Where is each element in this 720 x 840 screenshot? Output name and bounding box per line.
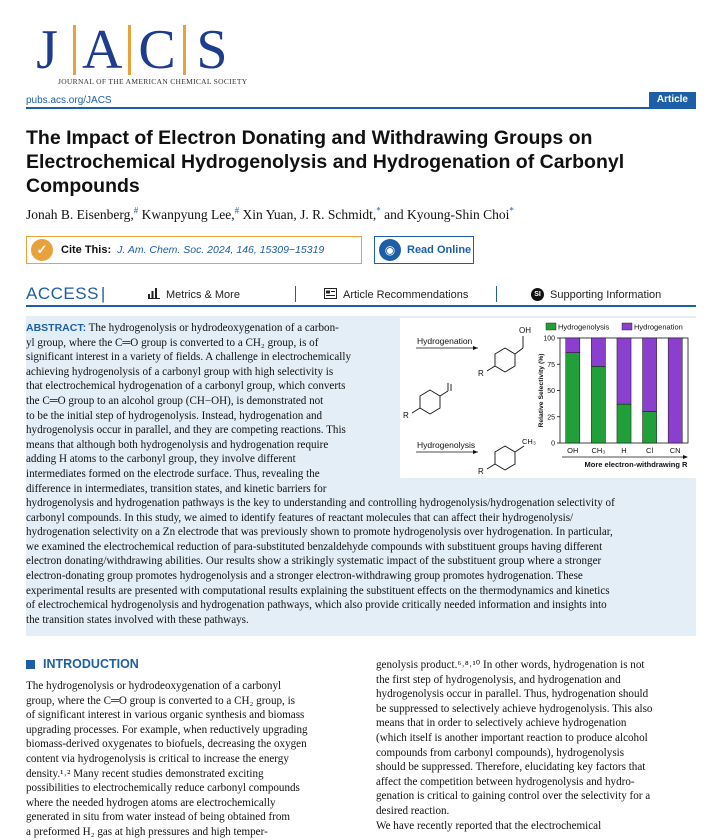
x-tick-label: CN [669, 446, 681, 455]
author[interactable]: Xin Yuan, J. R. Schmidt,* [242, 205, 381, 222]
checkmark-icon: ✓ [31, 239, 53, 261]
selectivity-chart [538, 323, 688, 470]
svg-text:OH: OH [519, 326, 531, 335]
read-online-button[interactable] [374, 236, 474, 264]
y-tick-label: 25 [547, 414, 555, 422]
bar-hydrogenation-0 [566, 338, 580, 353]
introduction-heading: INTRODUCTION [26, 657, 139, 671]
legend-label: Hydrogenation [634, 322, 683, 332]
logo-letter: C [138, 19, 176, 81]
svg-text:R: R [403, 411, 409, 420]
legend-swatch [546, 323, 556, 330]
svg-text:R: R [478, 369, 484, 378]
read-online-label: Read Online [407, 244, 472, 256]
svg-text:CH₃: CH₃ [522, 437, 536, 446]
access-bar [26, 283, 696, 307]
logo-letter: A [82, 19, 123, 81]
x-tick-label: Cl [646, 446, 654, 455]
toc-graphic [400, 318, 696, 478]
citation-text[interactable]: J. Am. Chem. Soc. 2024, 146, 15309−15319 [117, 244, 325, 256]
legend-label: Hydrogenolysis [558, 322, 610, 332]
toluene-product-structure [487, 446, 524, 470]
bar-hydrogenation-4 [668, 338, 682, 443]
bar-hydrogenation-2 [617, 338, 631, 404]
bar-hydrogenolysis-1 [591, 366, 605, 443]
y-tick-label: 100 [543, 335, 555, 343]
journal-name: JOURNAL OF THE AMERICAN CHEMICAL SOCIETY [58, 77, 248, 86]
alcohol-product-structure [487, 336, 523, 372]
si-icon: SI [531, 288, 544, 301]
hydrogenolysis-label: Hydrogenolysis [417, 440, 476, 450]
author[interactable]: Kwanpyung Lee,# [141, 205, 240, 222]
abstract-wide: hydrogenolysis and hydrogenation pathways is the key to understanding and controlling hydrogenolysis/hydrogenation selectivity of carbonyl compounds. In this study, we aimed to identify features of reactant molecules that can affect their hydrogenolysis/ hydrogenation selectivity on a Zn electrode that was previously shown to promote hydrogenolysis over hydrogenation. In particular, we examined the electrochemical reduction of para-substituted benzaldehyde compounds with substituent groups having different electron donating/withdrawing abilities. Our results show a strikingly systematic impact of the substituent group where a stronger electron-donating group promotes hydrogenolysis and a stronger electron-withdrawing group promotes hydrogenation. These experimental results are presented with computational results explaining the substituent effects on the thermodynamics and kinetics of electrochemical hydrogenolysis and hydrogenation pathways, which also provide critically needed information and insights into the transition states involved with these pathways. [26, 497, 615, 626]
bar-hydrogenolysis-3 [643, 412, 657, 444]
svg-text:R: R [478, 467, 484, 476]
bar-hydrogenation-1 [591, 338, 605, 366]
hydrogenation-label: Hydrogenation [417, 336, 473, 346]
header-divider [26, 107, 696, 109]
article-title: The Impact of Electron Donating and Withdrawing Groups on Electrochemical Hydrogenolysis and Hydrogenation of Carbonyl Compounds [26, 127, 625, 197]
metrics-button[interactable]: Metrics & More [148, 288, 240, 302]
bar-chart-icon [148, 288, 160, 302]
x-tick-label: H [621, 446, 627, 455]
abstract-narrow: ABSTRACT: The hydrogenolysis or hydrodeoxygenation of a carbon- yl group, where the C═O group is converted to a CH₂ group, is of significant interest in a variety of fields. A challenge in electrochemically achieving hydrogenolysis of a carbonyl group with high selectivity is that electrochemical hydrogenation of a carbonyl group, which converts the C═O group to an alcohol group (CH−OH), is demonstrated not to be the initial step of hydrogenolysis. Instead, hydrogenation and hydrogenolysis occur in parallel, and they are competing reactions. This means that although both hydrogenolysis and hydrogenation require adding H atoms to the carbonyl group, they involve different intermediates formed on the electrode surface. Thus, revealing the difference in intermediates, transition states, and kinetic barriers for [26, 322, 351, 495]
logo-letter: J [36, 19, 58, 81]
x-tick-label: OH [567, 446, 579, 455]
bar-hydrogenolysis-2 [617, 404, 631, 443]
bar-hydrogenolysis-0 [566, 353, 580, 443]
y-axis-label: Relative Selectivity (%) [538, 353, 545, 428]
author[interactable]: and Kyoung-Shin Choi* [384, 205, 514, 222]
x-axis-label: More electron-withdrawing R [584, 460, 688, 469]
legend-swatch [622, 323, 632, 330]
article-recommendations-button[interactable]: Article Recommendations [324, 288, 468, 302]
logo-letter: S [196, 19, 228, 81]
intro-right-column: genolysis product.⁶˒⁸˒¹⁰ In other words, hydrogenation is not the first step of hydrogenolysis, and hydrogenation and hydrogenolysis occur in parallel. Thus, hydrogenation should be suppressed to selectively achieve hydrogenolysis. This also means that in order to selectively achieve hydrogenation (which itself is another important reaction to produce alcohol compounds from carbonyl compounds), hydrogenolysis should be suppressed. Therefore, elucidating key factors that affect the competition between hydrogenolysis and hydro- genation is critical to gaining control over the selectivity for a desired reaction. We have recently reported that the electrochemical [376, 659, 653, 832]
x-arrow-head [683, 455, 688, 459]
supporting-information-button[interactable]: SI Supporting Information [531, 288, 661, 301]
author[interactable]: Jonah B. Eisenberg,# [26, 205, 139, 222]
x-tick-label: CH₃ [591, 446, 606, 455]
access-label: ACCESS | [26, 284, 106, 303]
cite-label: Cite This: [61, 244, 112, 256]
y-tick-label: 50 [547, 388, 555, 395]
journal-logo [27, 19, 232, 81]
journal-url-link[interactable]: pubs.acs.org/JACS [26, 95, 112, 106]
globe-icon: ◉ [379, 239, 401, 261]
y-tick-label: 75 [547, 361, 555, 369]
article-type-badge: Article [649, 92, 696, 108]
intro-left-column: The hydrogenolysis or hydrodeoxygenation of a carbonyl group, where the C═O group is converted to a CH₂ group, is of significant interest in various organic synthesis and biomass upgrading processes. For example, when reductively upgrading biomass-derived oxygenates to biofuels, decreasing the oxygen content via hydrogenolysis is critical to increase the energy density.¹˒² Many recent studies demonstrated exciting possibilities to electrochemically reduce carbonyl compounds where the needed hydrogen atoms are electrochemically generated in situ from water instead of being obtained from a preformed H₂ gas at high pressures and high temper- [26, 680, 308, 838]
benzaldehyde-structure [412, 383, 451, 414]
cite-this-box[interactable] [26, 236, 362, 264]
bar-hydrogenation-3 [643, 338, 657, 412]
document-icon [324, 288, 337, 302]
author-list [26, 205, 514, 223]
y-tick-label: 0 [551, 440, 555, 448]
